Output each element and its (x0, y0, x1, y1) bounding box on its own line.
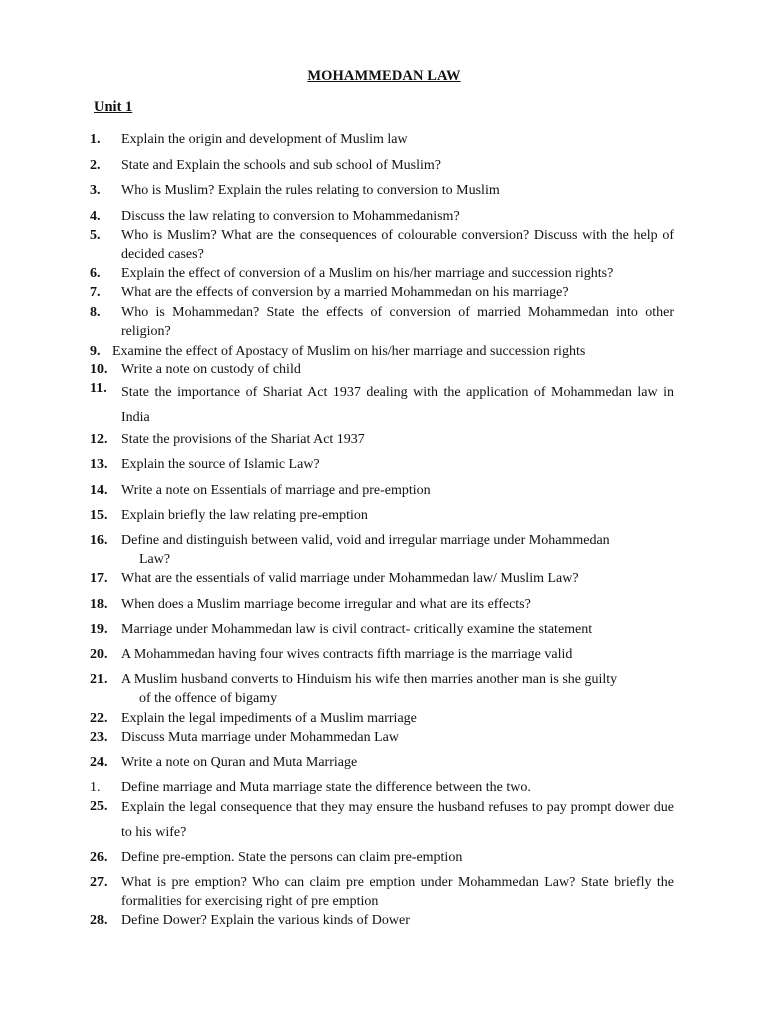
question-item (90, 208, 674, 227)
question-item (90, 912, 674, 931)
question-number: 14. (90, 483, 108, 498)
question-text: When does a Muslim marriage become irregular and what are its effects? (121, 597, 531, 612)
question-item (90, 456, 674, 475)
question-text: Explain the legal impediments of a Muslim marriage (121, 711, 417, 726)
question-number: 11. (90, 381, 107, 396)
question-number: 25. (90, 799, 108, 814)
question-item (90, 131, 674, 150)
question-number: 7. (90, 285, 101, 300)
question-number: 22. (90, 711, 108, 726)
question-number: 3. (90, 183, 101, 198)
question-number: 15. (90, 508, 108, 523)
question-text-line: Define and distinguish between valid, void and irregular marriage under Mohammedan (121, 533, 610, 548)
question-item (90, 596, 674, 615)
question-item (90, 729, 674, 748)
question-text: What is pre emption? Who can claim pre emption under Mohammedan Law? State briefly the formalities for exercising right of pre emption (121, 875, 674, 909)
question-item (90, 157, 674, 176)
question-text-continuation: Law? (139, 551, 171, 567)
question-item (90, 265, 674, 284)
question-number: 1. (90, 132, 101, 147)
question-item (90, 284, 674, 303)
question-number: 21. (90, 672, 108, 687)
question-item (90, 304, 674, 341)
question-text (121, 671, 674, 708)
question-number: 12. (90, 432, 108, 447)
question-number: 1. (90, 780, 101, 795)
question-text-continuation: of the offence of bigamy (139, 690, 278, 706)
question-number: 9. (90, 344, 101, 359)
question-text: Discuss the law relating to conversion to Mohammedanism? (121, 209, 460, 224)
question-item (90, 227, 674, 264)
question-text: Define pre-emption. State the persons can claim pre-emption (121, 850, 463, 865)
question-item (90, 754, 674, 773)
question-text: Write a note on Essentials of marriage and pre-emption (121, 483, 431, 498)
question-item (90, 361, 674, 380)
unit-heading: Unit 1 (94, 99, 133, 115)
question-item (90, 482, 674, 501)
question-item (90, 182, 674, 201)
question-text: Who is Mohammedan? State the effects of conversion of married Mohammedan into other religion? (121, 305, 674, 339)
question-text: Explain briefly the law relating pre-emption (121, 508, 368, 523)
question-number: 8. (90, 305, 101, 320)
question-text: Explain the source of Islamic Law? (121, 457, 320, 472)
question-text: State the provisions of the Shariat Act 1937 (121, 432, 365, 447)
question-item (90, 798, 674, 845)
question-text: What are the effects of conversion by a married Mohammedan on his marriage? (121, 285, 569, 300)
question-item (90, 671, 674, 708)
question-number: 19. (90, 622, 108, 637)
question-number: 20. (90, 647, 108, 662)
question-item (90, 532, 674, 569)
question-item (90, 343, 674, 362)
question-text: A Mohammedan having four wives contracts fifth marriage is the marriage valid (121, 647, 573, 662)
question-number: 13. (90, 457, 108, 472)
question-number: 6. (90, 266, 101, 281)
question-text (121, 532, 674, 569)
question-text: Marriage under Mohammedan law is civil contract- critically examine the statement (121, 622, 593, 637)
question-number: 4. (90, 209, 101, 224)
question-text: Who is Muslim? What are the consequences of colourable conversion? Discuss with the help of decided cases? (121, 228, 674, 262)
question-number: 27. (90, 875, 108, 890)
question-text: State and Explain the schools and sub school of Muslim? (121, 158, 442, 173)
question-number: 18. (90, 597, 108, 612)
question-item (90, 431, 674, 450)
question-item (90, 849, 674, 868)
question-number: 2. (90, 158, 101, 173)
question-item (90, 380, 674, 430)
question-text: Explain the legal consequence that they may ensure the husband refuses to pay prompt dower due to his wife? (121, 800, 674, 840)
question-item (90, 710, 674, 729)
question-number: 17. (90, 571, 108, 586)
question-text: Define Dower? Explain the various kinds of Dower (121, 913, 410, 928)
question-number: 26. (90, 850, 108, 865)
question-text: Examine the effect of Apostacy of Muslim on his/her marriage and succession rights (112, 344, 586, 359)
question-text: Write a note on custody of child (121, 362, 301, 377)
question-item (90, 507, 674, 526)
question-number: 16. (90, 533, 108, 548)
question-number: 23. (90, 730, 108, 745)
question-text-line: A Muslim husband converts to Hinduism his wife then marries another man is she guilty (121, 672, 618, 687)
question-text: Define marriage and Muta marriage state the difference between the two. (121, 780, 531, 795)
question-item (90, 874, 674, 911)
document-title: MOHAMMEDAN LAW (307, 68, 461, 84)
question-text: Write a note on Quran and Muta Marriage (121, 755, 358, 770)
question-item (90, 570, 674, 589)
question-text: Who is Muslim? Explain the rules relating to conversion to Muslim (121, 183, 500, 198)
question-item (90, 621, 674, 640)
question-text: Discuss Muta marriage under Mohammedan Law (121, 730, 399, 745)
question-text: State the importance of Shariat Act 1937 dealing with the application of Mohammedan law in India (121, 385, 674, 425)
question-text: Explain the effect of conversion of a Muslim on his/her marriage and succession rights? (121, 266, 614, 281)
question-number: 28. (90, 913, 108, 928)
question-text: Explain the origin and development of Muslim law (121, 132, 408, 147)
question-text: What are the essentials of valid marriage under Mohammedan law/ Muslim Law? (121, 571, 579, 586)
question-item (90, 646, 674, 665)
question-number: 24. (90, 755, 108, 770)
question-number: 5. (90, 228, 101, 243)
question-number: 10. (90, 362, 108, 377)
